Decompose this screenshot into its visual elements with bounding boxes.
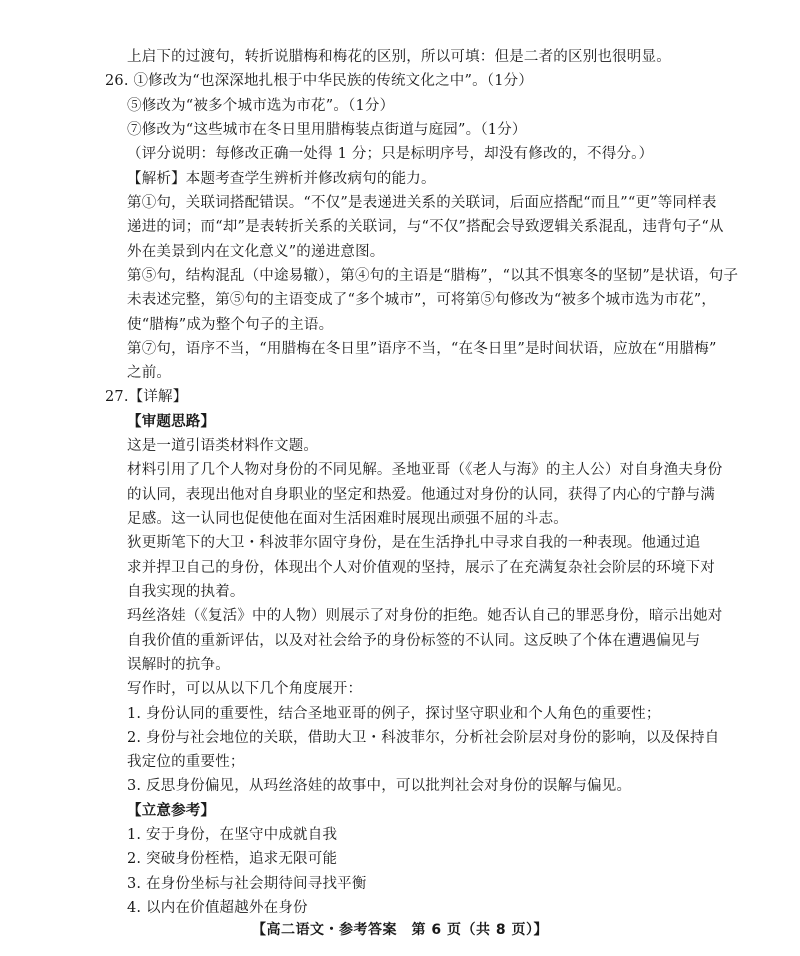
text-line: 材料引用了几个人物对身份的不同见解。圣地亚哥（《老人与海》的主人公）对自身渔夫身份 xyxy=(127,462,723,479)
list-item: 3. 在身份坐标与社会期待间寻找平衡 xyxy=(127,875,367,892)
list-item: 1. 身份认同的重要性，结合圣地亚哥的例子，探讨坚守职业和个人角色的重要性； xyxy=(127,705,661,722)
scoring-note: （评分说明：每修改正确一处得 1 分；只是标明序号，却没有修改的，不得分。） xyxy=(127,146,654,163)
text-line: 误解时的抗争。 xyxy=(127,656,230,673)
analysis-heading: 【解析】本题考查学生辨析并修改病句的能力。 xyxy=(127,170,436,187)
section-heading: 【立意参考】 xyxy=(127,801,216,819)
list-item: 4. 以内在价值超越外在身份 xyxy=(127,900,308,916)
page-footer: 【高二语文・参考答案 第 6 页（共 8 页）】 xyxy=(252,922,548,938)
list-item: 3. 反思身份偏见，从玛丝洛娃的故事中，可以批判社会对身份的误解与偏见。 xyxy=(127,778,632,795)
list-item: 1. 安于身份，在坚守中成就自我 xyxy=(127,827,338,844)
list-item: 2. 身份与社会地位的关联，借助大卫・科波菲尔，分析社会阶层对身份的影响，以及保持自 xyxy=(127,729,720,746)
section-heading: 【审题思路】 xyxy=(127,412,216,430)
list-item: 我定位的重要性； xyxy=(127,754,245,771)
text-line: 自我实现的执着。 xyxy=(127,583,245,600)
text-line: 使“腊梅”成为整个句子的主语。 xyxy=(127,316,334,333)
text-line: 之前。 xyxy=(127,365,172,382)
text-line: 外在美景到内在文化意义”的递进意图。 xyxy=(127,243,385,260)
text-line: 玛丝洛娃（《复活》中的人物）则展示了对身份的拒绝。她否认自己的罪恶身份，暗示出她对 xyxy=(127,608,723,625)
text-line: 递进的词；而“却”是表转折关系的关联词，与“不仅”搭配会导致逻辑关系混乱，违背句子“从 xyxy=(127,219,724,236)
text-line: 未表述完整，第⑤句的主语变成了“多个城市”，可将第⑤句修改为“被多个城市选为市花”， xyxy=(127,292,717,309)
text-line: 狄更斯笔下的大卫・科波菲尔固守身份，是在生活挣扎中寻求自我的一种表现。他通过追 xyxy=(127,535,701,552)
question-27-line: 27.【详解】 xyxy=(105,389,188,406)
text-line: 第⑤句，结构混乱（中途易辙），第④句的主语是“腊梅”，“以其不惧寒冬的坚韧”是状语，句子 xyxy=(127,267,739,284)
text-line: 自我价值的重新评估，以及对社会给予的身份标签的不认同。这反映了个体在遭遇偏见与 xyxy=(127,632,701,649)
text-line: ⑤修改为“被多个城市选为市花”。（1分） xyxy=(127,97,395,114)
question-26-line: 26. ①修改为“也深深地扎根于中华民族的传统文化之中”。（1分） xyxy=(105,73,534,90)
text-line: 求并捍卫自己的身份，体现出个人对价值观的坚持，展示了在充满复杂社会阶层的环境下对 xyxy=(127,559,715,576)
text-line: 第①句，关联词搭配错误。“不仅”是表递进关系的关联词，后面应搭配“而且”“更”等同样表 xyxy=(127,194,717,211)
text-line: 上启下的过渡句，转折说腊梅和梅花的区别，所以可填：但是二者的区别也很明显。 xyxy=(127,49,671,65)
text-line: 足感。这一认同也促使他在面对生活困难时展现出顽强不屈的斗志。 xyxy=(127,511,568,527)
text-line: 写作时，可以从以下几个角度展开： xyxy=(127,681,363,698)
text-line: 这是一道引语类材料作文题。 xyxy=(127,438,319,454)
list-item: 2. 突破身份桎梏，追求无限可能 xyxy=(127,851,338,868)
text-line: 的认同，表现出他对自身职业的坚定和热爱。他通过对身份的认同，获得了内心的宁静与满 xyxy=(127,486,715,503)
text-line: ⑦修改为“这些城市在冬日里用腊梅装点街道与庭园”。（1分） xyxy=(127,121,527,138)
text-line: 第⑦句，语序不当，“用腊梅在冬日里”语序不当，“在冬日里”是时间状语，应放在“用腊梅” xyxy=(127,340,717,357)
